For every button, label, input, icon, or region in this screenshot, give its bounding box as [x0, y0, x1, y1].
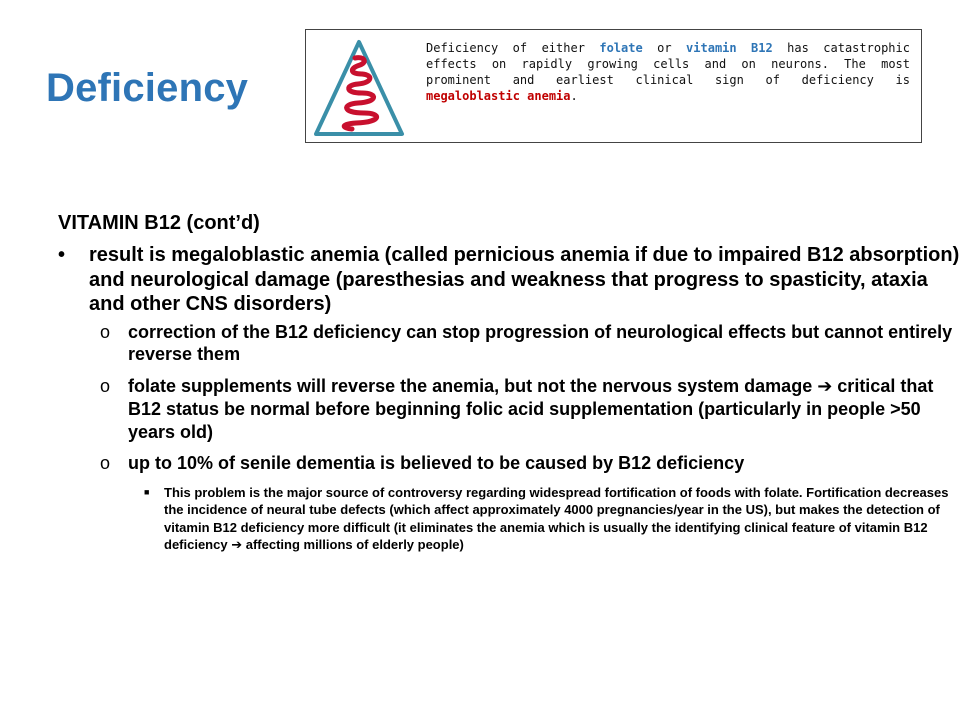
- sub-bullet-marker: o: [100, 375, 111, 396]
- food-pyramid-spiral-icon: [312, 38, 406, 138]
- sub-bullet-item: [100, 452, 954, 475]
- slide-body: [58, 209, 958, 555]
- square-bullet-marker: ■: [144, 486, 150, 497]
- sub-bullet-text: folate supplements will reverse the anemia, but not the nervous system damage ➔ critical that B12 status be normal before beginning folic acid supplementation (particularly in people >50 years old): [128, 375, 934, 442]
- sub-bullet-item: [100, 375, 954, 444]
- megaloblastic-anemia-highlight: megaloblastic anemia: [426, 89, 571, 103]
- bullet-text: result is megaloblastic anemia (called pernicious anemia if due to impaired B12 absorption) and neurological damage (paresthesias and weakness that progress to spasticity, ataxia and other CNS disorders): [89, 244, 960, 315]
- sub-sub-bullet-text: This problem is the major source of controversy regarding widespread fortification of foods with folate. Fortification decreases the incidence of neural tube defects (which affect approximately 4000 pregnancies/year in the US), but makes the detection of vitamin B12 deficiency more difficult (it eliminates the anemia which is usually the identifying clinical feature of vitamin B12 deficiency ➔ affecting millions of elderly people): [164, 484, 949, 553]
- callout-box: [305, 29, 922, 143]
- slide-title: Deficiency: [46, 66, 249, 110]
- sub-bullet-text: up to 10% of senile dementia is believed to be caused by B12 deficiency: [128, 453, 745, 473]
- sub-bullet-marker: o: [100, 321, 111, 342]
- bullet-marker: •: [58, 244, 66, 266]
- folate-highlight: folate: [599, 41, 643, 55]
- right-arrow-icon: ➔: [817, 375, 833, 397]
- callout-text: Deficiency of either folate or vitamin B12 has catastrophic effects on rapidly growing cells and on neurons. The most prominent and earliest clinical sign of deficiency is megaloblastic anemia.: [426, 41, 910, 103]
- sub-bullet-marker: o: [100, 453, 111, 473]
- sub-bullet-item: [100, 321, 954, 366]
- vitamin-b12-highlight: vitamin B12: [686, 41, 773, 55]
- section-heading: VITAMIN B12 (cont’d): [58, 212, 260, 234]
- right-arrow-icon: ➔: [231, 538, 243, 553]
- bullet-item: [58, 243, 960, 317]
- sub-sub-bullet-item: [144, 484, 960, 555]
- sub-bullet-text: correction of the B12 deficiency can stop progression of neurological effects but cannot entirely reverse them: [128, 321, 953, 364]
